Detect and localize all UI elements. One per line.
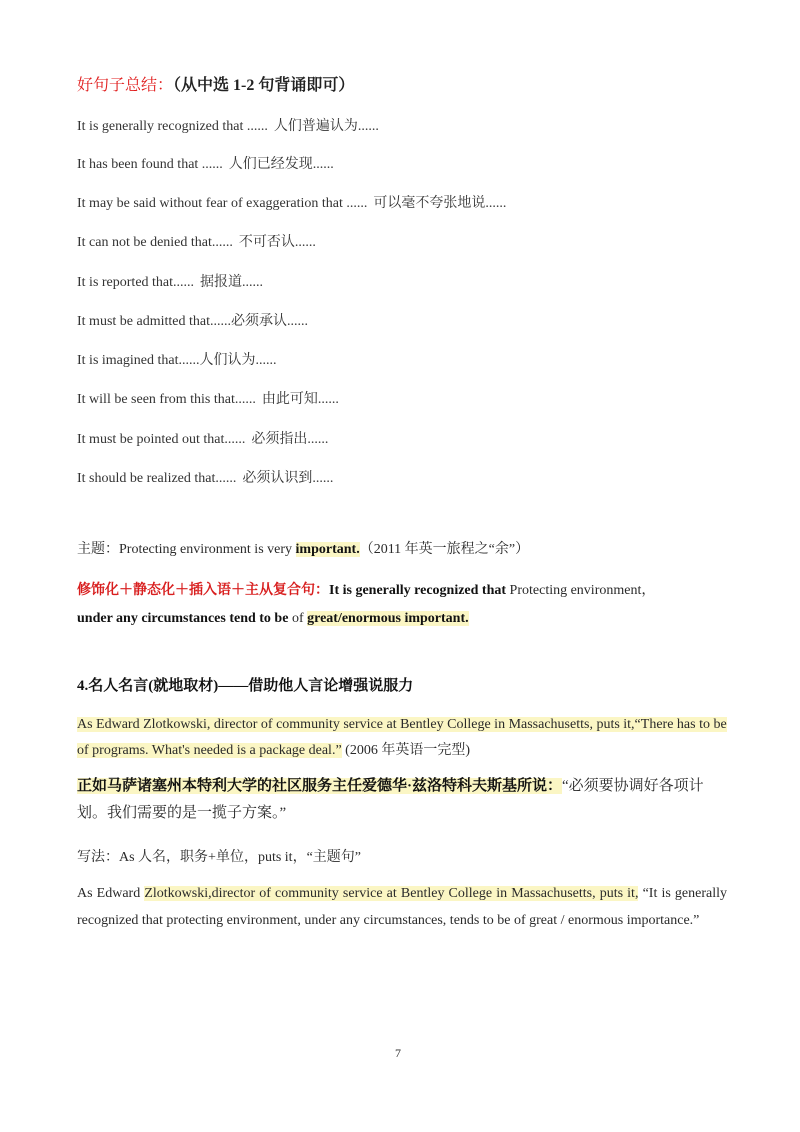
phrase-zh: 必须指出...... — [251, 432, 329, 447]
phrase-line — [77, 310, 308, 330]
phrase-line — [77, 271, 263, 291]
quote-english-text: As Edward Zlotkowski, director of community service at Bentley College in Massachusetts, puts it,“There has to be of programs. What's needed is a package deal.” — [77, 717, 727, 758]
phrase-en: It is reported that...... — [77, 275, 195, 290]
quote-chinese — [77, 773, 727, 827]
phrase-zh: 必须承认...... — [230, 314, 308, 329]
phrase-zh: 不可否认...... — [238, 235, 316, 250]
topic-line — [77, 538, 529, 558]
modified-sentence — [77, 577, 727, 633]
example-prefix: As Edward — [77, 886, 145, 901]
summary-note: （从中选 1-2 句背诵即可） — [173, 77, 355, 94]
modified-bold-2: under any circumstances tend to be — [77, 611, 289, 626]
phrase-zh: 由此可知...... — [261, 392, 339, 407]
modified-label: 修饰化＋静态化＋插入语＋主从复合句： — [77, 583, 329, 598]
phrase-zh: 人们普遍认为...... — [273, 119, 379, 134]
modified-bold-1: It is generally recognized that — [329, 583, 507, 598]
example-rest: “It is generally recognized that protecting environment, under any circumstances, tends to be of great / enormous importance.” — [77, 886, 727, 928]
quote-source: (2006 年英语一完型) — [341, 743, 470, 758]
quote-chinese-lead: 正如马萨诸塞州本特利大学的社区服务主任爱德华·兹洛特科夫斯基所说： — [77, 778, 563, 794]
modified-text-2: of — [288, 611, 308, 626]
phrase-zh: 人们已经发现...... — [228, 157, 334, 172]
topic-text: Protecting environment is very — [119, 542, 296, 557]
phrase-en: It has been found that ...... — [77, 157, 223, 172]
phrase-line — [77, 115, 379, 135]
modified-bold-3: great/enormous important. — [307, 611, 469, 626]
phrase-line — [77, 153, 334, 173]
example-highlighted: Zlotkowski,director of community service at Bentley College in Massachusetts, puts it, — [144, 886, 639, 901]
example-sentence — [77, 880, 727, 934]
quote-chinese-text: “必须要协调好各项计划。我们需要的是一揽子方案。” — [77, 778, 704, 821]
phrase-line — [77, 349, 276, 369]
phrase-zh: 必须认识到...... — [242, 471, 334, 486]
phrase-zh: 可以毫不夸张地说...... — [373, 196, 507, 211]
phrase-en: It is imagined that...... — [77, 353, 200, 368]
summary-title: 好句子总结： — [77, 77, 174, 94]
phrase-line — [77, 388, 339, 408]
page-number: 7 — [395, 1046, 401, 1060]
summary-heading — [77, 72, 354, 95]
phrase-line — [77, 428, 328, 448]
phrase-en: It may be said without fear of exaggeration that ...... — [77, 196, 368, 211]
topic-bold: important. — [295, 542, 360, 557]
modified-text-1: Protecting environment， — [506, 583, 656, 598]
writing-method: 写法：As 人名，职务+单位，puts it，“主题句” — [77, 850, 361, 865]
quote-english — [77, 712, 727, 764]
section-4-title: 4.名人名言(就地取材)——借助他人言论增强说服力 — [77, 678, 414, 694]
phrase-en: It must be pointed out that...... — [77, 432, 246, 447]
phrase-line — [77, 231, 316, 251]
phrase-line — [77, 192, 506, 212]
phrase-en: It is generally recognized that ...... — [77, 119, 268, 134]
phrase-en: It can not be denied that...... — [77, 235, 233, 250]
phrase-en: It must be admitted that...... — [77, 314, 231, 329]
phrase-en: It should be realized that...... — [77, 471, 237, 486]
phrase-zh: 据报道...... — [200, 275, 264, 290]
phrase-zh: 人们认为...... — [199, 353, 277, 368]
phrase-en: It will be seen from this that...... — [77, 392, 256, 407]
topic-label: 主题： — [77, 542, 119, 557]
phrase-line — [77, 467, 333, 487]
topic-source: （2011 年英一旅程之“余”） — [359, 542, 530, 557]
